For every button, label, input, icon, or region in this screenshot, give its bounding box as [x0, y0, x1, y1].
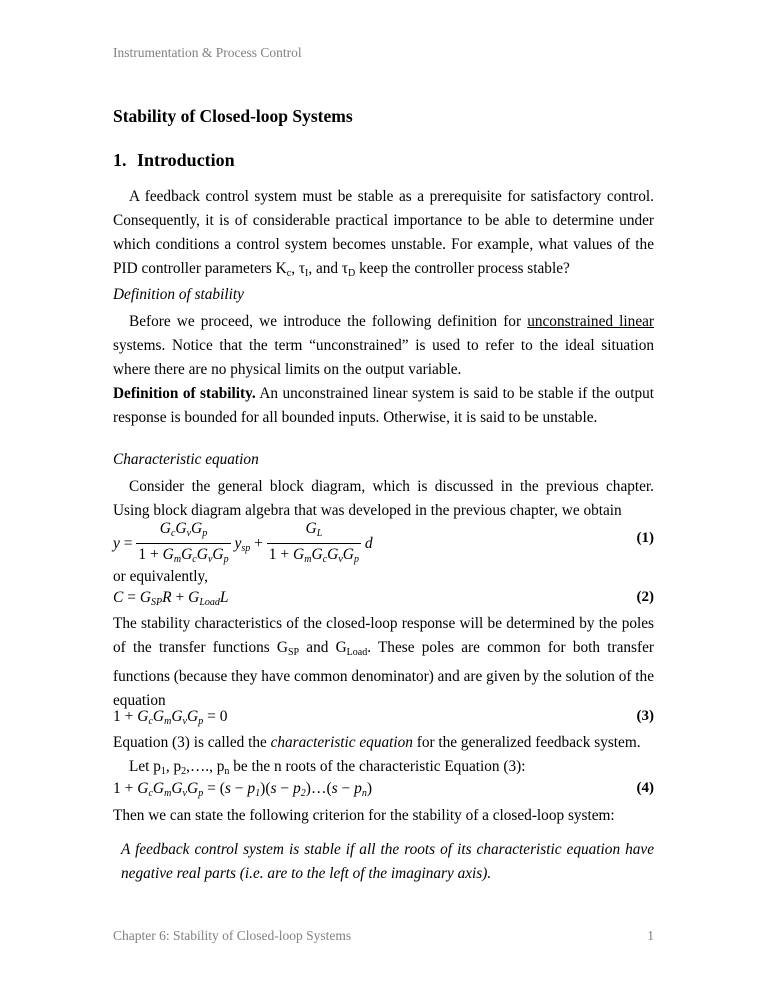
equation-3: $1 + G_cG_mG_vG_p = 0$ (3) [113, 708, 654, 727]
intro-paragraph: A feedback control system must be stable as a prerequisite for satisfactory control. Consequently, it is of considerable practical importance to be able to determine under which conditions a control system becomes unstable. For example, what values of the PID controller parameters $K_c$, $\tau_I$, and $\tau_D$ keep the controller process stable? [113, 188, 654, 279]
equation-2: $C = G_{SP}R + G_{Load}L$ (2) [113, 589, 654, 608]
running-header: Instrumentation & Process Control [113, 45, 302, 60]
subheading-definition: Definition of stability [113, 286, 244, 303]
definition-statement: Definition of stability. An unconstrained linear system is said to be stable if the output response is bounded for all bounded inputs. Otherwise, it is said to be unstable. [113, 385, 654, 426]
page-number: 1 [647, 928, 654, 943]
equation-number: (4) [636, 780, 654, 796]
characteristic-paragraph: Consider the general block diagram, which is discussed in the previous chapter. Using block diagram algebra that was developed in the previous chapter, we obtain [113, 478, 654, 519]
criterion-intro: Then we can state the following criterion for the stability of a closed-loop system: [113, 807, 615, 824]
equation-number: (1) [636, 530, 654, 546]
equation-1: y = $\frac{G_cG_vG_p}{1 + G_mG_cG_vG_p}$ $y_{sp}$ + $\frac{G_L}{1 + G_mG_cG_vG_p}$ d (1) [113, 520, 654, 565]
stability-criterion: A feedback control system is stable if all the roots of its characteristic equation have negative real parts (i.e. are to the left of the imaginary axis). [121, 841, 654, 882]
underlined-term: unconstrained linear [527, 313, 654, 330]
footer-chapter: Chapter 6: Stability of Closed-loop Systems [113, 928, 352, 943]
or-equivalently: or equivalently, [113, 568, 209, 585]
characteristic-equation-sentence: Equation (3) is called the characteristic equation for the generalized feedback system. [113, 734, 641, 751]
roots-sentence: Let $p_1$, $p_2,\dots$., $p_n$ be the n roots of the characteristic Equation (3): [129, 758, 526, 777]
poles-paragraph: The stability characteristics of the closed-loop response will be determined by the poles of the transfer functions $G_{SP}$ and $G_{Load}$. These poles are common for both transfer functions (because they have common denominator) and are given by the solution of the equation [113, 615, 654, 709]
document-title: Stability of Closed-loop Systems [113, 106, 353, 126]
section-title: Introduction [137, 150, 235, 170]
subheading-characteristic: Characteristic equation [113, 451, 259, 468]
equation-number: (3) [636, 708, 654, 724]
equation-4: $1 + G_cG_mG_vG_p = (s - p_1)(s$ − $p_2)\dots(s - p_n)$ (4) [113, 780, 654, 799]
section-number: 1. [113, 150, 127, 170]
section-heading [113, 150, 235, 171]
running-footer [113, 928, 654, 944]
definition-paragraph: Before we proceed, we introduce the following definition for unconstrained linear systems. Notice that the term “unconstrained” is used to refer to the ideal situation where there are no physical limits on the output variable. [113, 313, 654, 378]
equation-number: (2) [636, 589, 654, 605]
